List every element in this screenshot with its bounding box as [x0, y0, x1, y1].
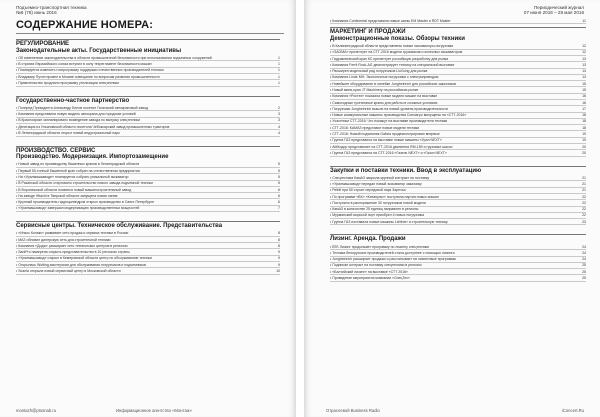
toc-entry-page-number: 20 [582, 150, 586, 155]
toc-entry [330, 275, 586, 281]
toc-entry-page-number: 6 [278, 193, 280, 198]
toc-section [16, 90, 280, 137]
toc-section [16, 140, 280, 212]
toc-entry-page-number: 14 [582, 69, 586, 74]
toc-entry-page-number: 16 [582, 100, 586, 105]
toc-section-heading [330, 166, 586, 175]
toc-section-heading [16, 221, 280, 230]
right-footer-right: iConcert.Ru [561, 408, 584, 413]
toc-entry-page-number: 19 [582, 138, 586, 143]
toc-entry-title: • В Ленинградской области открыт новый индустриальный парк [16, 130, 120, 135]
right-page [304, 0, 600, 417]
toc-entry-title: • Планируется изменить госпрограмму поддержки отечественных производителей техники [16, 68, 164, 73]
toc-entry-title: • Делегация из Ульяновской области посетила Чебоксарский завод промышленных тракторов [16, 124, 170, 129]
toc-entry [16, 80, 280, 86]
right-header-line1: Периодический журнал [533, 5, 584, 10]
spine-gutter [296, 0, 304, 417]
toc-entry-page-number: 6 [278, 200, 280, 205]
toc-entry-title: • Группа ГАЗ представила на СТТ-2016 «Газель NEXT» и «Газон NEXT» [330, 150, 447, 155]
left-header-line2: №6 (78) июнь 2016 [16, 10, 57, 16]
toc-entry-page-number: 24 [582, 244, 586, 249]
toc-entry-title: • «Уралмашзавод» открыл в Кемеровской области центр по обслуживанию техники [16, 256, 152, 261]
toc-entry-page-number: 25 [582, 275, 586, 280]
toc-entry-page-number: 5 [278, 174, 280, 179]
toc-entry-page-number: 22 [582, 207, 586, 212]
toc-section-subtitle: Государственно-частное партнерство [16, 97, 130, 104]
toc-entry-title: • Погрузчики Jungheinrich вышли на новый уровень производительности [330, 106, 448, 111]
toc-entry-page-number: 16 [582, 94, 586, 99]
toc-entry-page-number: 8 [278, 243, 280, 248]
toc-entry [16, 130, 280, 136]
toc-entry-title: • В странах Евразийского союза вступил в силу техрегламент безопасности машин [16, 62, 152, 67]
toc-entry-title: • «Балтийский лизинг» на выставке «СТТ 2016» [330, 269, 408, 274]
toc-entry-page-number: 13 [582, 56, 586, 61]
toc-entry-title: • Мурманский морской порт приобрел 4 новых погрузчика [330, 213, 425, 218]
left-footer-email: montazh@ptosnab.ru [16, 408, 57, 413]
toc-entry-title: • В Рязанской области стартовало строительство нового завода подъемной техники [16, 181, 153, 186]
toc-entry-title: • АМКодор представляет на СТТ-2016 двигатели RM-159 и грузовые шасси [330, 144, 453, 149]
toc-entry-page-number: 20 [582, 144, 586, 149]
toc-entry-title: • В Красноярске запланировано возведение завода по выпуску спецтехники [16, 118, 140, 123]
toc-entry-page-number: 18 [582, 113, 586, 118]
toc-section-subtitle: Производство. Модернизация. Импортозамещение [16, 154, 169, 161]
toc-entry-page-number: 5 [278, 181, 280, 186]
toc-entry-title: • Компания Ferrit Rock-AG демонстрирует технику на специальной выставке [330, 62, 455, 67]
toc-entry-title: • Владимир Путин провел в Москве совещание по вопросам развития промышленности [16, 74, 160, 79]
toc-entry-title: • Новый мини-кран JT Machinery на российском рынке [330, 88, 419, 93]
toc-entry-title: • Расширен модельный ряд погрузчиков LiuGong для рынка [330, 69, 428, 74]
toc-section [330, 160, 586, 226]
toc-entry-title: • SaniPro намерена открыть представительство в 10 регионах страны [16, 250, 130, 255]
toc-entry-title: • «ЗАОМА» презентует на СТТ-2016 модели грузовиков и колесных экскаваторов [330, 50, 463, 55]
left-footer-agency: Информационное агентство «Монтаж» [116, 408, 192, 413]
toc-entry-title: • Участники СТТ-2016: Что покажут на выставке производители техники [330, 119, 448, 124]
toc-category-title: ПРОИЗВОДСТВО. СЕРВИС [16, 147, 96, 154]
toc-entry-title: • Спецтехника КамАЗ закрыла крупный контракт на поставку [330, 175, 430, 180]
right-contents-column [330, 18, 586, 282]
toc-entry-page-number: 24 [582, 250, 586, 255]
toc-entry-title: • Подписан контракт на поставку спецтехники в регионы [330, 263, 422, 268]
toc-entry-page-number: 25 [582, 269, 586, 274]
toc-entry-page-number: 7 [278, 206, 280, 211]
title-divider [16, 33, 284, 34]
toc-section [330, 27, 586, 156]
toc-entry-page-number: 19 [582, 132, 586, 136]
toc-entry-title: • По программе «ВХ» «Катапульт» поступила партия новых машин [330, 194, 439, 199]
toc-entry-title: • КамАЗ в количестве 25 единиц направлен в регионы [330, 207, 419, 212]
toc-entry [330, 219, 586, 225]
toc-entry-page-number: 21 [582, 175, 586, 180]
toc-entry-page-number: 6 [278, 187, 280, 192]
toc-entry-page-number: 1 [278, 68, 280, 73]
toc-entry-title: • Полпред Президента Александр Белов посетил Галичский автокрановый завод [16, 105, 148, 110]
toc-category-title: МАРКЕТИНГ И ПРОДАЖИ [330, 29, 406, 36]
toc-entry-title: • На «Уралмашзаводе» планируется собрать уникальный экскаватор [16, 174, 129, 179]
left-header [16, 5, 87, 16]
toc-section [16, 215, 280, 275]
toc-entry-page-number: 1 [278, 80, 280, 85]
toc-entry-title: • В Воронежской области появится новый машиностроительный завод [16, 187, 132, 192]
toc-entry-title: • На заводе Hitachi в Тверской области запущена новая линия [16, 193, 118, 198]
toc-entry [330, 150, 586, 156]
toc-entry-title: • Первый 50-тонный башенный кран собран на отечественном предприятии [16, 168, 140, 173]
toc-section-heading [16, 39, 280, 54]
toc-entry-title: • ВТБ Лизинг продолжает программу по лизингу спецтехники [330, 244, 430, 249]
toc-entry-title: • Petbif при 50 строит передовой парк Заречья [330, 188, 406, 193]
toc-entry-page-number: 11 [582, 18, 586, 23]
toc-entry-title: • МАЗ обновил дилерскую сеть для строительной техники [16, 237, 111, 242]
toc-entry-page-number: 1 [278, 55, 280, 60]
toc-entry-title: • Scania открыла новый сервисный центр в Московской области [16, 268, 121, 273]
toc-entry-title: • «Уралмашзавод» завершил модернизацию производственных мощностей [16, 206, 140, 211]
toc-entry-title: • Поступило в распоряжение 30 погрузчиков новой модели [330, 200, 426, 205]
toc-entry-title: • «Уралмашзавод» передал новый экскаватор заказчику [330, 182, 422, 186]
toc-entry-title: • Компания представила новую модель автокрана для городских условий [16, 112, 136, 117]
toc-category-title: РЕГУЛИРОВАНИЕ [16, 41, 70, 47]
toc-entry-page-number: 21 [582, 188, 586, 193]
toc-entry-page-number: 3 [278, 112, 280, 117]
toc-section [330, 228, 586, 281]
left-page [0, 0, 296, 417]
toc-entry-page-number: 8 [278, 237, 280, 242]
toc-entry-page-number: 10 [276, 268, 280, 273]
toc-section-subtitle: Сервисные центры. Техническое обслуживание. Представительства [16, 223, 223, 230]
toc-section-heading [16, 146, 280, 161]
toc-entry-title: • Компания «Додж» расширяет сеть технических центров в регионах [16, 243, 128, 248]
toc-entry-title: • Правительство продлило программу утилизации спецтехники [16, 80, 119, 85]
toc-entry-page-number: 18 [582, 125, 586, 130]
toc-entry-page-number: 22 [582, 194, 586, 199]
toc-entry-title: • Компания Continental представила новые шины EM Master и RDT Master [330, 18, 451, 23]
toc-entry-page-number: 4 [278, 124, 280, 129]
toc-entry-title: • Группа ГАЗ представила на выставке новые машины «Урал NEXT» [330, 138, 442, 143]
toc-section-heading [330, 27, 586, 42]
toc-section-heading [330, 234, 586, 243]
toc-entry-title: • Новые коммунальные машины производства Союзагро выпущены на «СТТ-2016» [330, 113, 467, 118]
toc-entry-title: • Гидравлический кран КС презентует российскую разработку для рынка [330, 56, 449, 61]
right-header-line2: 07 июня 2016 – 28 мая 2016 [523, 10, 584, 16]
toc-entry [16, 268, 280, 274]
toc-entry-page-number: 21 [582, 182, 586, 186]
left-contents-column [16, 36, 280, 275]
page-title: СОДЕРЖАНИЕ НОМЕРА: [16, 19, 154, 31]
toc-entry-page-number: 22 [582, 213, 586, 218]
toc-entry-page-number: 8 [278, 231, 280, 236]
toc-section [16, 39, 280, 87]
toc-entry-title: • Группа ГАЗ поставила новые машины Liebherr и строительную технику [330, 219, 448, 224]
toc-section-subtitle: Закупки и поставки техники. Ввод в эксплуатацию [330, 167, 482, 174]
toc-entry-page-number: 9 [278, 256, 280, 261]
toc-entry-page-number: 2 [278, 105, 280, 110]
toc-entry-page-number: 24 [582, 257, 586, 262]
toc-section-subtitle: Демонстрационные показы. Обзоры техники [330, 35, 465, 42]
toc-entry-title: • Проведение мероприятия компании «СпецТех» [330, 275, 410, 280]
toc-entry-page-number: 22 [582, 200, 586, 205]
toc-entry-title: • Открылась Wotting-мастерская для обслуживания погрузчиков и подъемников [16, 262, 146, 267]
toc-entry-page-number: 4 [278, 130, 280, 135]
toc-entry-page-number: 12 [582, 44, 586, 49]
toc-entry-page-number: 14 [582, 75, 586, 80]
toc-entry-title: • Самоходные гусеничные краны для работы в сложных условиях [330, 100, 438, 105]
toc-entry-page-number: 13 [582, 62, 586, 67]
toc-entry [16, 206, 280, 212]
toc-entry [330, 18, 586, 24]
toc-entry-title: • Об изменениях законодательства в области промышленной безопасности при использовании подъемных сооружений [16, 55, 212, 60]
toc-entry-title: • Новый завод по производству башенных кранов в Ленинградской области [16, 162, 140, 167]
toc-entry-title: • Jungheinrich расширяет продажи и рассчитывает на лизинговые программы [330, 257, 457, 262]
toc-entry-page-number: 18 [582, 119, 586, 124]
toc-entry-title: • «Инкос Колакс» развивает сеть продаж и сервиса техники в России [16, 231, 129, 236]
toc-entry-title: • СТТ-2016: КАМАЗ представил новые модели техники [330, 125, 420, 130]
toc-entry-page-number: 5 [278, 168, 280, 173]
toc-entry-page-number: 23 [582, 219, 586, 224]
toc-entry-title: • Новейшее оборудование в линейке Jungheinrich для российских заказчиков [330, 81, 456, 86]
toc-entry-page-number: 12 [582, 50, 586, 55]
toc-entry-page-number: 1 [278, 74, 280, 79]
toc-section-heading [16, 96, 280, 105]
toc-entry-title: • СТТ-2016: Новый подъемник Galizia продемонстрирован впервые [330, 132, 440, 136]
toc-entry-page-number: 9 [278, 250, 280, 255]
toc-entry-page-number: 5 [278, 162, 280, 167]
toc-entry-page-number: 25 [582, 263, 586, 268]
toc-entry-title: • В Калининградской области представлены новые экскаваторы-погрузчики [330, 44, 454, 49]
toc-entry-title: • Крупный производитель гидроцилиндров открыл производство в Санкт-Петербурге [16, 200, 155, 205]
toc-entry-page-number: 15 [582, 88, 586, 93]
left-header-line1: Подъемно-транспортная техника [16, 5, 87, 10]
toc-entry-title: • Компания «Ростех» показала новые модели машин на выставке [330, 94, 438, 99]
toc-entry-title: • Компания Linde MH: Экологичные погрузчики с электроприводом [330, 75, 439, 80]
toc-entry-page-number: 9 [278, 262, 280, 267]
toc-entry-title: • Техника белорусских производителей стала доступнее с помощью лизинга [330, 250, 455, 255]
toc-entry-page-number: 15 [582, 81, 586, 86]
toc-entry-page-number: 17 [582, 106, 586, 111]
toc-entry-page-number: 3 [278, 118, 280, 123]
toc-section-subtitle: Законодательные акты. Государственные инициативы [16, 47, 182, 54]
right-footer-left: Отраслевой Business Radio [326, 408, 380, 413]
toc-entry-page-number: 1 [278, 62, 280, 67]
right-header [524, 5, 584, 16]
toc-section-subtitle: Лизинг. Аренда. Продажи [330, 236, 406, 243]
